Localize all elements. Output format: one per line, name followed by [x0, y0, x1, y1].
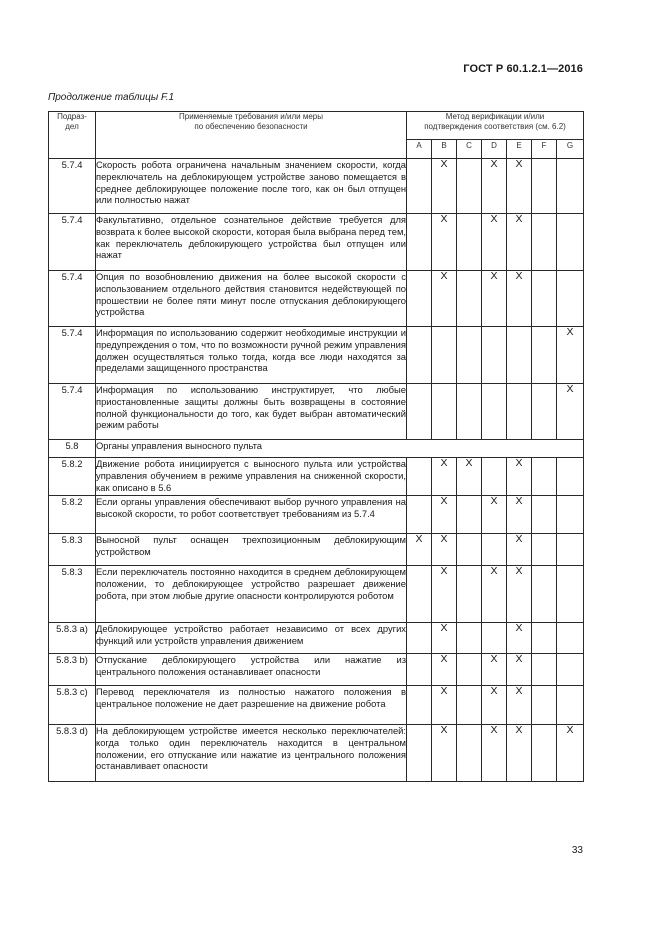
table-row	[49, 458, 584, 496]
method-mark-a	[407, 496, 432, 534]
method-mark-c	[457, 496, 482, 534]
method-mark-g	[557, 654, 584, 686]
method-mark-a: X	[407, 534, 432, 566]
page-number: 33	[571, 845, 583, 856]
section-number: 5.8.3 a)	[49, 623, 96, 654]
table-row	[49, 159, 584, 214]
verification-table	[48, 111, 584, 782]
method-mark-f	[532, 214, 557, 271]
table-row	[49, 327, 584, 384]
method-mark-e: X	[507, 458, 532, 496]
method-mark-b: X	[432, 496, 457, 534]
method-mark-g	[557, 214, 584, 271]
header-method-label: Метод верификации и/или подтверждения соответствия (см. 6.2)	[424, 112, 566, 131]
method-mark-f	[532, 566, 557, 623]
method-mark-e: X	[507, 496, 532, 534]
table-row	[49, 271, 584, 327]
method-mark-b: X	[432, 214, 457, 271]
requirement-text: Скорость робота ограничена начальным значением скорости, когда переключатель на деблокирующем устройстве заново помещается в среднее деблокирующее положение после того, как он был отпущен или полностью нажат	[96, 159, 407, 214]
method-mark-g	[557, 686, 584, 725]
method-mark-e	[507, 327, 532, 384]
method-mark-d: X	[482, 566, 507, 623]
requirement-text: Информация по использованию инструктирует, что любые приостановленные защиты должны быть возвращены в состояние полной функциональности до того, как будет выбран автоматический режим работы	[96, 384, 407, 440]
method-mark-g	[557, 458, 584, 496]
section-number: 5.7.4	[49, 271, 96, 327]
method-mark-d: X	[482, 654, 507, 686]
requirement-text: Движение робота инициируется с выносного пульта или устройства управления обучением в режиме управления на сниженной скорости, как описано в 5.6	[96, 458, 407, 496]
method-mark-g: X	[557, 327, 584, 384]
method-mark-e: X	[507, 654, 532, 686]
method-mark-c	[457, 384, 482, 440]
method-mark-b	[432, 384, 457, 440]
method-mark-g	[557, 496, 584, 534]
method-mark-f	[532, 496, 557, 534]
method-mark-b: X	[432, 159, 457, 214]
method-mark-g: X	[557, 725, 584, 782]
table-caption: Продолжение таблицы F.1	[48, 92, 175, 103]
method-mark-b: X	[432, 623, 457, 654]
header-col-c: C	[457, 140, 482, 159]
method-mark-a	[407, 384, 432, 440]
table-row	[49, 654, 584, 686]
method-mark-b: X	[432, 271, 457, 327]
method-mark-g	[557, 623, 584, 654]
method-mark-c	[457, 214, 482, 271]
method-mark-a	[407, 458, 432, 496]
method-mark-c	[457, 686, 482, 725]
method-mark-d: X	[482, 496, 507, 534]
group-title: Органы управления выносного пульта	[96, 440, 584, 458]
table-row	[49, 686, 584, 725]
section-number: 5.7.4	[49, 384, 96, 440]
requirement-text: Информация по использованию содержит необходимые инструкции и предупреждения о том, что по возможности ручной режим управления должен осуществляться только тогда, когда все люди находятся за пределами защищенного пространства	[96, 327, 407, 384]
method-mark-f	[532, 159, 557, 214]
method-mark-e: X	[507, 623, 532, 654]
table-row	[49, 496, 584, 534]
header-col-b: B	[432, 140, 457, 159]
section-number: 5.8.3 c)	[49, 686, 96, 725]
method-mark-b: X	[432, 686, 457, 725]
method-mark-f	[532, 725, 557, 782]
section-number: 5.7.4	[49, 214, 96, 271]
method-mark-f	[532, 686, 557, 725]
method-mark-e: X	[507, 214, 532, 271]
section-number: 5.7.4	[49, 159, 96, 214]
method-mark-f	[532, 327, 557, 384]
method-mark-b: X	[432, 654, 457, 686]
method-mark-d: X	[482, 159, 507, 214]
table-row	[49, 725, 584, 782]
table-body	[49, 159, 584, 782]
requirement-text: Деблокирующее устройство работает независимо от всех других функций или устройств управления движением	[96, 623, 407, 654]
method-mark-d: X	[482, 725, 507, 782]
method-mark-f	[532, 623, 557, 654]
method-mark-b: X	[432, 725, 457, 782]
method-mark-b: X	[432, 458, 457, 496]
method-mark-c	[457, 534, 482, 566]
method-mark-a	[407, 654, 432, 686]
method-mark-c	[457, 725, 482, 782]
method-mark-d	[482, 384, 507, 440]
method-mark-a	[407, 623, 432, 654]
method-mark-c	[457, 159, 482, 214]
method-mark-c	[457, 327, 482, 384]
method-mark-g	[557, 271, 584, 327]
method-mark-b: X	[432, 534, 457, 566]
method-mark-a	[407, 566, 432, 623]
section-number: 5.8.3	[49, 566, 96, 623]
method-mark-c	[457, 566, 482, 623]
header-col-a: A	[407, 140, 432, 159]
table-row	[49, 623, 584, 654]
method-mark-f	[532, 458, 557, 496]
header-col-e: E	[507, 140, 532, 159]
method-mark-e: X	[507, 725, 532, 782]
method-mark-d	[482, 327, 507, 384]
method-mark-g	[557, 566, 584, 623]
header-section-label: Подраз- дел	[57, 112, 87, 131]
section-number: 5.7.4	[49, 327, 96, 384]
method-mark-g	[557, 534, 584, 566]
table-row	[49, 566, 584, 623]
method-mark-d: X	[482, 686, 507, 725]
header-section	[49, 112, 96, 159]
requirement-text: Если переключатель постоянно находится в среднем деблокирующем положении, то деблокирующее устройство разрешает движение робота, при этом любые другие опасности контролируются роботом	[96, 566, 407, 623]
method-mark-a	[407, 725, 432, 782]
method-mark-c: X	[457, 458, 482, 496]
table-row	[49, 214, 584, 271]
requirement-text: Опция по возобновлению движения на более высокой скорости с использованием отдельного действия становится недействующей по прошествии не более пяти минут после отпускания деблокирующего устройства	[96, 271, 407, 327]
section-number: 5.8.2	[49, 496, 96, 534]
method-mark-d	[482, 534, 507, 566]
group-section-number: 5.8	[49, 440, 96, 458]
method-mark-f	[532, 534, 557, 566]
method-mark-f	[532, 654, 557, 686]
method-mark-f	[532, 384, 557, 440]
method-mark-b	[432, 327, 457, 384]
method-mark-a	[407, 214, 432, 271]
requirement-text: Факультативно, отдельное сознательное действие требуется для возврата к более высокой скорости, которая была выбрана перед тем, как переключатель деблокирующего устройства был отпущен или нажат	[96, 214, 407, 271]
method-mark-c	[457, 654, 482, 686]
requirement-text: Отпускание деблокирующего устройства или нажатие из центрального положения останавливает опасности	[96, 654, 407, 686]
method-mark-a	[407, 327, 432, 384]
method-mark-a	[407, 159, 432, 214]
group-row	[49, 440, 584, 458]
header-col-f: F	[532, 140, 557, 159]
document-code: ГОСТ Р 60.1.2.1—2016	[463, 63, 583, 75]
header-method	[407, 112, 584, 140]
method-mark-e: X	[507, 686, 532, 725]
method-mark-e: X	[507, 566, 532, 623]
method-mark-d	[482, 458, 507, 496]
header-requirement	[96, 112, 407, 159]
requirement-text: Выносной пульт оснащен трехпозиционным деблокирующим устройством	[96, 534, 407, 566]
method-mark-c	[457, 623, 482, 654]
method-mark-d: X	[482, 214, 507, 271]
header-col-d: D	[482, 140, 507, 159]
method-mark-e: X	[507, 534, 532, 566]
method-mark-g	[557, 159, 584, 214]
section-number: 5.8.3 d)	[49, 725, 96, 782]
section-number: 5.8.2	[49, 458, 96, 496]
method-mark-d: X	[482, 271, 507, 327]
header-col-g: G	[557, 140, 584, 159]
method-mark-e	[507, 384, 532, 440]
requirement-text: Если органы управления обеспечивают выбор ручного управления на высокой скорости, то робот соответствует требованиям из 5.7.4	[96, 496, 407, 534]
section-number: 5.8.3	[49, 534, 96, 566]
table-row	[49, 534, 584, 566]
section-number: 5.8.3 b)	[49, 654, 96, 686]
method-mark-d	[482, 623, 507, 654]
requirement-text: На деблокирующем устройстве имеется несколько переключателей: когда только один переключатель находится в центральном положении, его отпускание или нажатие из центрального положения останавливает опасности	[96, 725, 407, 782]
method-mark-c	[457, 271, 482, 327]
method-mark-a	[407, 686, 432, 725]
method-mark-e: X	[507, 159, 532, 214]
table-row	[49, 384, 584, 440]
method-mark-a	[407, 271, 432, 327]
method-mark-e: X	[507, 271, 532, 327]
method-mark-b: X	[432, 566, 457, 623]
method-mark-f	[532, 271, 557, 327]
requirement-text: Перевод переключателя из полностью нажатого положения в центральное положение не дает разрешение на движение робота	[96, 686, 407, 725]
method-mark-g: X	[557, 384, 584, 440]
header-requirement-label: Применяемые требования и/или меры по обеспечению безопасности	[179, 112, 323, 131]
